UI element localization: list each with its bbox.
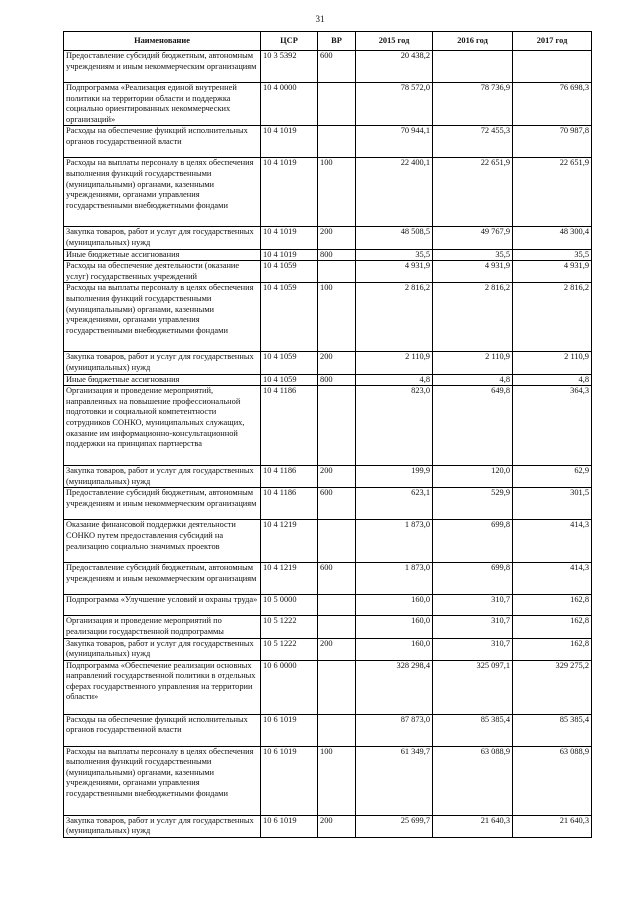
header-name: Наименование [64, 32, 261, 51]
row-2015: 87 873,0 [356, 714, 433, 746]
table-row [64, 283, 592, 352]
row-2017: 22 651,9 [513, 158, 592, 227]
row-2016: 21 640,3 [433, 815, 513, 837]
row-name: Организация и проведение мероприятий, направленных на повышение профессиональной подготовки и социальной компетентности сотрудников СОНКО, муниципальных служащих, оказание им информационно-консультационной поддержки на принципах партнерства [64, 386, 261, 466]
row-csr: 10 4 1186 [261, 466, 318, 488]
row-name: Расходы на обеспечение функций исполнительных органов государственной власти [64, 126, 261, 158]
table-row [64, 261, 592, 283]
row-vr: 200 [318, 352, 356, 374]
row-csr: 10 6 0000 [261, 660, 318, 714]
row-2017: 329 275,2 [513, 660, 592, 714]
table-row [64, 815, 592, 837]
table-row [64, 227, 592, 249]
table-row [64, 660, 592, 714]
header-csr: ЦСР [261, 32, 318, 51]
row-2016: 4,8 [433, 374, 513, 386]
row-vr [318, 83, 356, 126]
row-2017: 85 385,4 [513, 714, 592, 746]
row-vr: 100 [318, 746, 356, 815]
row-2017: 76 698,3 [513, 83, 592, 126]
row-vr: 600 [318, 563, 356, 595]
row-name: Оказание финансовой поддержки деятельности СОНКО путем предоставления субсидий на реализацию социально значимых проектов [64, 520, 261, 563]
row-2016: 310,7 [433, 638, 513, 660]
row-2015: 2 816,2 [356, 283, 433, 352]
row-2017: 301,5 [513, 488, 592, 520]
row-vr [318, 126, 356, 158]
row-2016: 49 767,9 [433, 227, 513, 249]
row-2017: 364,3 [513, 386, 592, 466]
table-row [64, 352, 592, 374]
row-2015: 78 572,0 [356, 83, 433, 126]
row-name: Закупка товаров, работ и услуг для государственных (муниципальных) нужд [64, 815, 261, 837]
table-row [64, 374, 592, 386]
row-vr: 100 [318, 283, 356, 352]
row-vr: 800 [318, 374, 356, 386]
row-2015: 199,9 [356, 466, 433, 488]
row-csr: 10 6 1019 [261, 714, 318, 746]
table-row [64, 466, 592, 488]
row-2015: 70 944,1 [356, 126, 433, 158]
row-2016: 649,8 [433, 386, 513, 466]
row-csr: 10 3 5392 [261, 51, 318, 83]
row-csr: 10 4 1186 [261, 386, 318, 466]
row-2017: 162,8 [513, 595, 592, 616]
row-2016: 85 385,4 [433, 714, 513, 746]
row-vr: 200 [318, 227, 356, 249]
row-2016: 72 455,3 [433, 126, 513, 158]
row-name: Предоставление субсидий бюджетным, автономным учреждениям и иным некоммерческим организациям [64, 488, 261, 520]
row-2016: 78 736,9 [433, 83, 513, 126]
row-2017: 48 300,4 [513, 227, 592, 249]
row-2015: 823,0 [356, 386, 433, 466]
row-name: Закупка товаров, работ и услуг для государственных (муниципальных) нужд [64, 638, 261, 660]
row-2017: 70 987,8 [513, 126, 592, 158]
row-2016: 120,0 [433, 466, 513, 488]
row-name: Расходы на обеспечение деятельности (оказание услуг) государственных учреждений [64, 261, 261, 283]
row-vr: 600 [318, 488, 356, 520]
header-2015: 2015 год [356, 32, 433, 51]
row-csr: 10 5 1222 [261, 616, 318, 638]
row-2015: 328 298,4 [356, 660, 433, 714]
row-name: Расходы на выплаты персоналу в целях обеспечения выполнения функций государственными (муниципальными) органами, казенными учреждениями, органами управления государственными внебюджетными фондами [64, 158, 261, 227]
row-2016 [433, 51, 513, 83]
row-name: Закупка товаров, работ и услуг для государственных (муниципальных) нужд [64, 352, 261, 374]
row-2017: 4,8 [513, 374, 592, 386]
row-2017: 414,3 [513, 520, 592, 563]
table-row [64, 249, 592, 261]
row-vr [318, 386, 356, 466]
row-csr: 10 4 1019 [261, 227, 318, 249]
row-2016: 310,7 [433, 595, 513, 616]
row-2015: 160,0 [356, 638, 433, 660]
table-row [64, 746, 592, 815]
row-name: Иные бюджетные ассигнования [64, 249, 261, 261]
row-vr: 200 [318, 815, 356, 837]
row-name: Подпрограмма «Обеспечение реализации основных направлений государственной политики в отдельных сферах государственного управления на территории области» [64, 660, 261, 714]
table-row [64, 595, 592, 616]
row-name: Организация и проведение мероприятий по реализации государственной подпрограммы [64, 616, 261, 638]
row-2017: 62,9 [513, 466, 592, 488]
row-csr: 10 4 1059 [261, 352, 318, 374]
row-csr: 10 4 0000 [261, 83, 318, 126]
row-2016: 2 110,9 [433, 352, 513, 374]
table-body [64, 51, 592, 838]
row-2016: 699,8 [433, 520, 513, 563]
row-vr [318, 660, 356, 714]
header-vr: ВР [318, 32, 356, 51]
row-2016: 63 088,9 [433, 746, 513, 815]
header-2016: 2016 год [433, 32, 513, 51]
row-2015: 61 349,7 [356, 746, 433, 815]
row-2015: 2 110,9 [356, 352, 433, 374]
row-name: Подпрограмма «Реализация единой внутренней политики на территории области и поддержка социально ориентированных некоммерческих организаций» [64, 83, 261, 126]
table-row [64, 83, 592, 126]
row-name: Предоставление субсидий бюджетным, автономным учреждениям и иным некоммерческим организациям [64, 51, 261, 83]
row-2015: 20 438,2 [356, 51, 433, 83]
table-row [64, 714, 592, 746]
row-name: Закупка товаров, работ и услуг для государственных (муниципальных) нужд [64, 227, 261, 249]
table-row [64, 386, 592, 466]
row-csr: 10 4 1019 [261, 249, 318, 261]
row-csr: 10 6 1019 [261, 746, 318, 815]
row-vr: 800 [318, 249, 356, 261]
table-row [64, 563, 592, 595]
row-name: Подпрограмма «Улучшение условий и охраны труда» [64, 595, 261, 616]
row-csr: 10 4 1219 [261, 563, 318, 595]
row-vr [318, 616, 356, 638]
table-row [64, 158, 592, 227]
row-2017: 2 110,9 [513, 352, 592, 374]
row-name: Расходы на выплаты персоналу в целях обеспечения выполнения функций государственными (муниципальными) органами, казенными учреждениями, органами управления государственными внебюджетными фондами [64, 746, 261, 815]
row-2015: 1 873,0 [356, 520, 433, 563]
row-2016: 325 097,1 [433, 660, 513, 714]
table-row [64, 520, 592, 563]
budget-table [63, 31, 592, 838]
row-2015: 623,1 [356, 488, 433, 520]
row-csr: 10 4 1019 [261, 158, 318, 227]
row-csr: 10 4 1059 [261, 283, 318, 352]
row-2017: 4 931,9 [513, 261, 592, 283]
row-2015: 160,0 [356, 616, 433, 638]
table-row [64, 126, 592, 158]
row-2017: 35,5 [513, 249, 592, 261]
row-2017: 162,8 [513, 638, 592, 660]
row-2015: 48 508,5 [356, 227, 433, 249]
row-2016: 22 651,9 [433, 158, 513, 227]
table-row [64, 616, 592, 638]
row-name: Предоставление субсидий бюджетным, автономным учреждениям и иным некоммерческим организациям [64, 563, 261, 595]
row-vr: 600 [318, 51, 356, 83]
row-2015: 25 699,7 [356, 815, 433, 837]
row-name: Закупка товаров, работ и услуг для государственных (муниципальных) нужд [64, 466, 261, 488]
table-row [64, 488, 592, 520]
row-csr: 10 4 1186 [261, 488, 318, 520]
table-header-row [64, 32, 592, 51]
row-2017: 414,3 [513, 563, 592, 595]
row-2016: 699,8 [433, 563, 513, 595]
row-2015: 1 873,0 [356, 563, 433, 595]
row-2015: 35,5 [356, 249, 433, 261]
row-vr [318, 595, 356, 616]
row-name: Иные бюджетные ассигнования [64, 374, 261, 386]
row-csr: 10 5 0000 [261, 595, 318, 616]
row-2015: 22 400,1 [356, 158, 433, 227]
row-name: Расходы на выплаты персоналу в целях обеспечения выполнения функций государственными (муниципальными) органами, казенными учреждениями, органами управления государственными внебюджетными фондами [64, 283, 261, 352]
table-row [64, 51, 592, 83]
row-vr: 200 [318, 466, 356, 488]
row-2016: 4 931,9 [433, 261, 513, 283]
row-2017: 2 816,2 [513, 283, 592, 352]
row-csr: 10 6 1019 [261, 815, 318, 837]
row-2017: 162,8 [513, 616, 592, 638]
page-number: 31 [315, 14, 325, 24]
row-vr: 200 [318, 638, 356, 660]
row-2016: 310,7 [433, 616, 513, 638]
row-2015: 160,0 [356, 595, 433, 616]
row-2017: 63 088,9 [513, 746, 592, 815]
row-2016: 2 816,2 [433, 283, 513, 352]
row-vr [318, 261, 356, 283]
row-csr: 10 4 1019 [261, 126, 318, 158]
table-row [64, 638, 592, 660]
row-vr [318, 714, 356, 746]
row-2015: 4,8 [356, 374, 433, 386]
row-2015: 4 931,9 [356, 261, 433, 283]
row-2017 [513, 51, 592, 83]
row-2016: 35,5 [433, 249, 513, 261]
row-name: Расходы на обеспечение функций исполнительных органов государственной власти [64, 714, 261, 746]
row-vr: 100 [318, 158, 356, 227]
header-2017: 2017 год [513, 32, 592, 51]
row-csr: 10 4 1059 [261, 374, 318, 386]
row-2016: 529,9 [433, 488, 513, 520]
row-2017: 21 640,3 [513, 815, 592, 837]
row-csr: 10 4 1059 [261, 261, 318, 283]
row-csr: 10 5 1222 [261, 638, 318, 660]
row-csr: 10 4 1219 [261, 520, 318, 563]
row-vr [318, 520, 356, 563]
